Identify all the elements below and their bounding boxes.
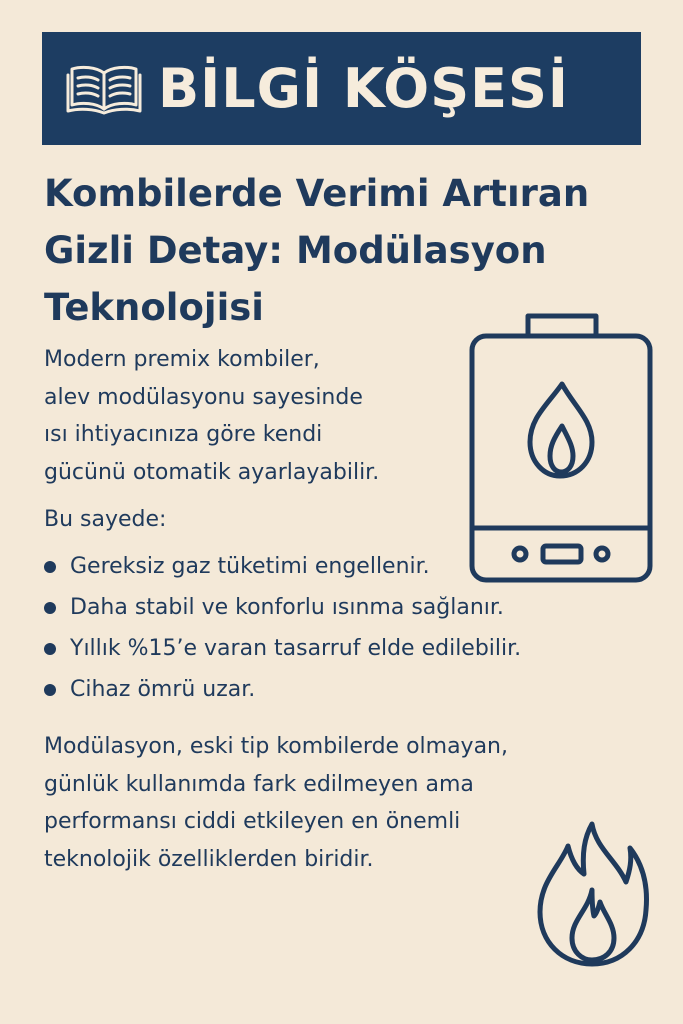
intro-line: gücünü otomatik ayarlayabilir. — [44, 459, 380, 485]
bullet-icon — [44, 643, 56, 655]
list-item-text: Cihaz ömrü uzar. — [70, 677, 256, 702]
flame-icon — [534, 818, 652, 970]
bullet-icon — [44, 561, 56, 573]
list-item — [44, 628, 644, 669]
closing-paragraph — [44, 728, 604, 878]
open-book-icon — [66, 63, 142, 115]
list-item — [44, 669, 644, 710]
headline-line: Teknolojisi — [44, 286, 264, 329]
flame-icon — [530, 384, 592, 476]
list-item — [44, 587, 644, 628]
closing-line: teknolojik özelliklerden biridir. — [44, 846, 374, 872]
list-item-text: Gereksiz gaz tüketimi engellenir. — [70, 554, 430, 579]
bullet-icon — [44, 684, 56, 696]
list-item-text: Daha stabil ve konforlu ısınma sağlanır. — [70, 595, 504, 620]
closing-line: günlük kullanımda fark edilmeyen ama — [44, 771, 474, 797]
intro-paragraph — [44, 341, 444, 491]
intro-line: ısı ihtiyacınıza göre kendi — [44, 422, 323, 447]
list-item-text: Yıllık %15’e varan tasarruf elde edilebilir. — [70, 636, 522, 661]
bullet-icon — [44, 602, 56, 614]
intro-line: alev modülasyonu sayesinde — [44, 384, 363, 410]
headline-line: Gizli Detay: Modülasyon — [44, 229, 547, 272]
headline-line: Kombilerde Verimi Artıran — [44, 172, 590, 215]
benefits-subhead: Bu sayede: — [44, 507, 167, 532]
boiler-icon — [466, 308, 656, 586]
header-banner — [42, 32, 641, 145]
header-title: BİLGİ KÖŞESİ — [158, 56, 569, 120]
closing-line: Modülasyon, eski tip kombilerde olmayan, — [44, 734, 508, 759]
intro-line: Modern premix kombiler, — [44, 347, 320, 372]
closing-line: performansı ciddi etkileyen en önemli — [44, 809, 461, 834]
